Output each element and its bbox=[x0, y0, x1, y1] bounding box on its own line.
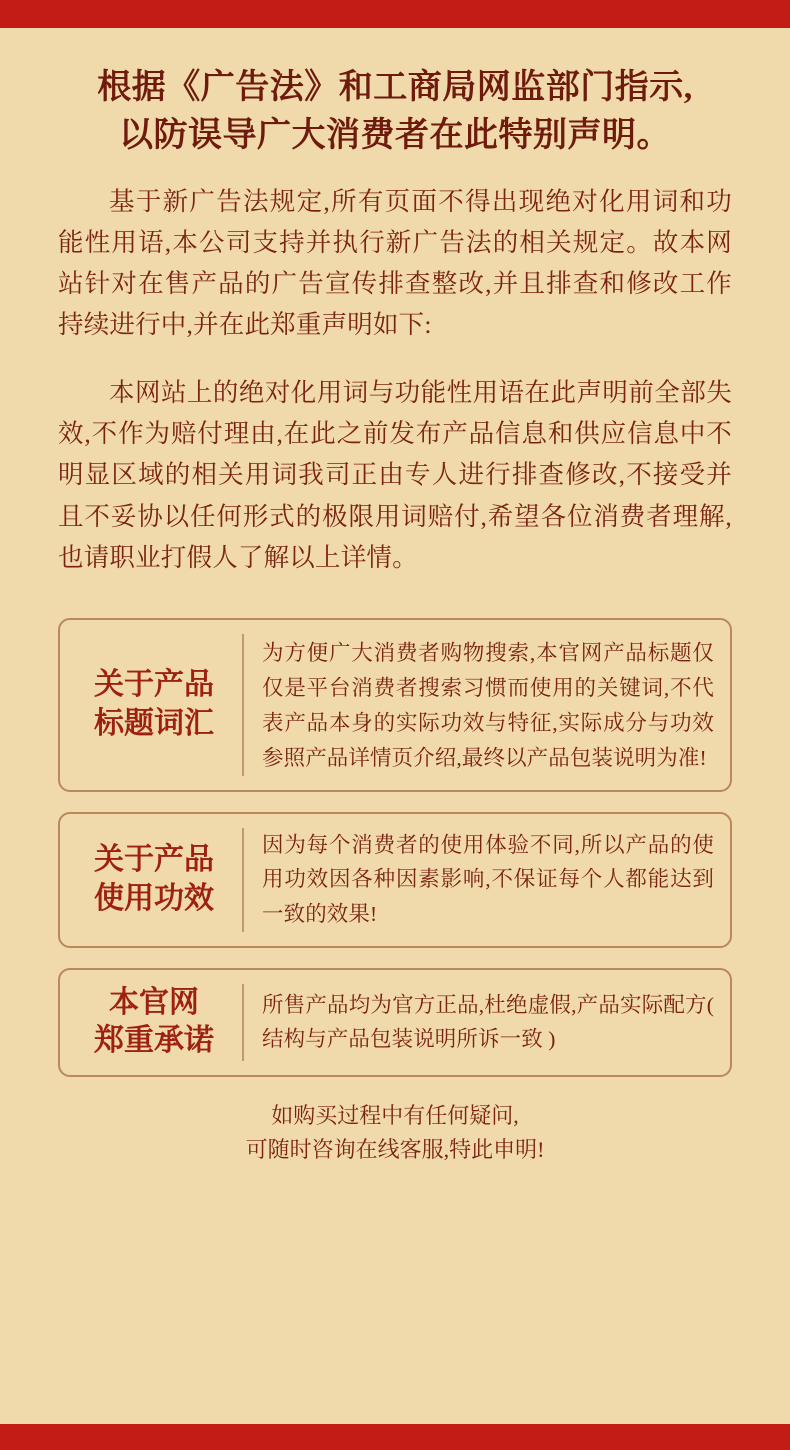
card-title-official-promise bbox=[76, 984, 244, 1061]
card-title-line-1: 关于产品 bbox=[94, 668, 214, 702]
card-title-line-2: 郑重承诺 bbox=[94, 1024, 214, 1058]
card-title-product-efficacy bbox=[76, 828, 244, 932]
card-body-product-title-wording: 为方便广大消费者购物搜索,本官网产品标题仅仅是平台消费者搜索习惯而使用的关键词,不代表产品本身的实际功效与特征,实际成分与功效参照产品详情页介绍,最终以产品包装说明为准! bbox=[262, 641, 714, 770]
bottom-decorative-bar bbox=[0, 1424, 790, 1450]
page-title-line-2: 以防误导广大消费者在此特别声明。 bbox=[119, 117, 671, 155]
card-title-line-1: 本官网 bbox=[109, 986, 199, 1019]
statement-content bbox=[0, 28, 790, 1424]
card-body-product-efficacy: 因为每个消费者的使用体验不同,所以产品的使用功效因各种因素影响,不保证每个人都能达到一致的效果! bbox=[262, 832, 714, 927]
card-title-line-2: 使用功效 bbox=[94, 881, 214, 915]
page-title bbox=[58, 64, 732, 161]
statement-card-list bbox=[58, 618, 732, 1077]
card-product-efficacy bbox=[58, 812, 732, 948]
footer-note bbox=[58, 1099, 732, 1167]
card-title-line-2: 标题词汇 bbox=[94, 706, 214, 740]
page-title-line-1: 根据《广告法》和工商局网监部门指示, bbox=[97, 69, 693, 106]
top-decorative-bar bbox=[0, 0, 790, 28]
footer-note-line-2: 可随时咨询在线客服,特此申明! bbox=[245, 1136, 545, 1162]
footer-note-line-1: 如购买过程中有任何疑问, bbox=[271, 1102, 519, 1128]
card-product-title-wording bbox=[58, 618, 732, 791]
card-title-line-1: 关于产品 bbox=[94, 843, 214, 877]
card-official-promise bbox=[58, 968, 732, 1077]
card-body-official-promise: 所售产品均为官方正品,杜绝虚假,产品实际配方( 结构与产品包装说明所诉一致 ) bbox=[262, 992, 714, 1052]
card-title-product-title-wording bbox=[76, 634, 244, 775]
statement-paragraph-1: 基于新广告法规定,所有页面不得出现绝对化用词和功能性用语,本公司支持并执行新广告法的相关规定。故本网站针对在售产品的广告宣传排查整改,并且排查和修改工作持续进行中,并在此郑重声明如下: bbox=[58, 186, 732, 340]
statement-paragraph-2: 本网站上的绝对化用词与功能性用语在此声明前全部失效,不作为赔付理由,在此之前发布产品信息和供应信息中不明显区域的相关用词我司正由专人进行排查修改,不接受并且不妥协以任何形式的极限用词赔付,希望各位消费者理解,也请职业打假人了解以上详情。 bbox=[58, 377, 732, 572]
